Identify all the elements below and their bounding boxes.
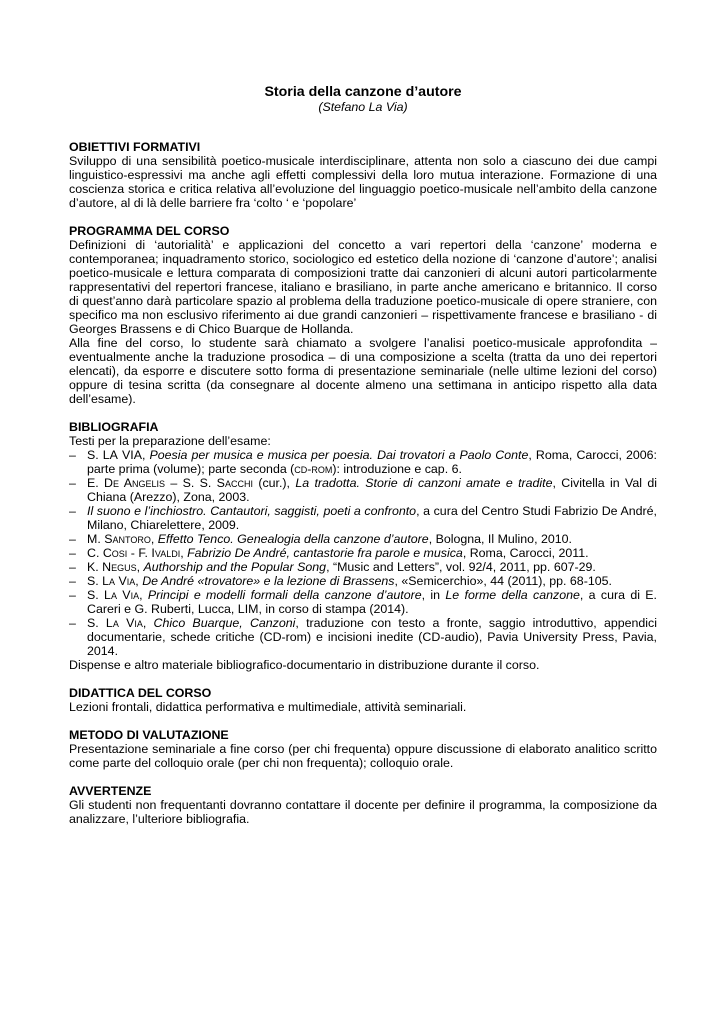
bibliography-outro: Dispense e altro materiale bibliografico-documentario in distribuzione durante il corso. [69,658,540,672]
separator-text: , [135,574,143,588]
author-smallcaps: acchi [224,476,253,490]
citation-text: , traduzione con testo a fronte, saggio introduttivo, appendici documentarie, schede critiche (CD-rom) e incisioni inedite (CD-audio), Pavia University Press, Pavia, 2014. [87,616,657,658]
author-text: K. N [87,560,112,574]
author-smallcaps: antoro [112,532,151,546]
author-text: V [115,574,127,588]
work-title: La tradotta. Storie di canzoni amate e tradite [295,476,553,490]
bibliography-item [69,574,657,588]
list-dash: – [69,476,76,490]
list-dash: – [69,616,76,630]
bibliography-item [69,588,657,616]
work-title: Fabrizio De André, cantastorie fra parole e musica [187,546,463,560]
didactics-heading: DIDATTICA DEL CORSO [69,686,212,700]
author-text: - F. I [127,546,155,560]
list-dash: – [69,588,76,602]
citation-text: , in [421,588,446,602]
separator-text: , [139,588,148,602]
citation-text: , «Semicerchio», 44 (2011), pp. 68-105. [394,574,612,588]
author-smallcaps: a [112,616,119,630]
program-heading: PROGRAMMA DEL CORSO [69,224,230,238]
document-title: Storia della canzone d’autore [264,84,462,100]
author-smallcaps: egus [111,560,137,574]
section-evaluation [69,728,657,770]
bibliography-item [69,560,657,574]
work-title: Poesia per musica e musica per poesia. Dai trovatori a Paolo Conte [149,448,529,462]
separator-text: , [142,616,154,630]
author-text: V [116,588,131,602]
citation-text: ): introduzione e cap. 6. [332,462,462,476]
bibliography-list [69,448,657,658]
author-smallcaps: ia [130,588,140,602]
bibliography-item [69,616,657,658]
media-smallcaps: cd-rom [294,462,333,476]
list-dash: – [69,574,76,588]
bibliography-item [69,532,657,546]
work-title: Authorship and the Popular Song [143,560,327,574]
citation-text: , a cura del Centro Studi Fabrizio De André, Milano, Chiarelettere, 2009. [87,504,657,532]
citation-text: , Roma, Carocci, 2006: parte prima (volume); parte seconda ( [87,448,657,476]
bibliography-item [69,504,657,532]
separator-text: (cur.), [252,476,296,490]
work-title: Principi e modelli formali della canzone d’autore [147,588,422,602]
section-bibliography [69,420,657,672]
section-didactics [69,686,657,714]
section-warnings [69,784,657,826]
author-smallcaps: a [110,588,117,602]
list-dash: – [69,546,76,560]
objectives-heading: OBIETTIVI FORMATIVI [69,140,201,154]
bibliography-heading: BIBLIOGRAFIA [69,420,159,434]
work-title: Le forme della canzone [445,588,580,602]
evaluation-heading: METODO DI VALUTAZIONE [69,728,229,742]
citation-text: , Civitella in Val di Chiana (Arezzo), Zona, 2003. [87,476,658,504]
bibliography-intro: Testi per la preparazione dell’esame: [69,434,271,448]
author-smallcaps: ngelis [131,476,165,490]
document-author: (Stefano La Via) [318,100,408,114]
author-text: C. C [87,546,112,560]
author-smallcaps: IA [130,448,142,462]
objectives-text: Sviluppo di una sensibilità poetico-musicale interdisciplinare, attenta non solo a ciascuno dei due campi linguistico-espressivi ma anche agli effetti complessivi della loro mutua interazione. Formazione di una coscienza storica e critica relativa all’evoluzione del linguaggio poetico-musicale nell’ambito della canzone d’autore, al di là delle barriere fra ‘colto ‘ e ‘popolare’ [69,154,657,210]
bibliography-item [69,546,657,560]
author-text: S. L [87,574,110,588]
didactics-text: Lezioni frontali, didattica performativa e multimediale, attività seminariali. [69,700,467,714]
author-smallcaps: osi [111,546,128,560]
work-title: De André «trovatore» e la lezione di Brassens [142,574,395,588]
separator-text: , [142,448,150,462]
list-dash: – [69,532,76,546]
citation-text: , a cura di E. Careri e G. Ruberti, Lucca, LIM, in corso di stampa (2014). [87,588,657,616]
author-smallcaps: a [109,574,116,588]
separator-text: , [150,532,158,546]
work-title: Chico Buarque, Canzoni [153,616,296,630]
citation-text: , Roma, Carocci, 2011. [462,546,589,560]
author-smallcaps: ia [126,574,136,588]
document-page [69,84,657,840]
author-text: A [119,476,132,490]
author-text: S. L [87,616,113,630]
warnings-text: Gli studenti non frequentanti dovranno contattare il docente per definire il programma, la composizione da analizzare, l’ulteriore bibliografia. [69,798,657,826]
bibliography-item [69,476,657,504]
program-paragraph-1: Definizioni di ‘autorialità’ e applicazioni del concetto a vari repertori della ‘canzone’ moderna e contemporanea; inquadramento storico, sociologico ed estetico della nozione di ‘canzone d’autore’; analisi poetico-musicale e lettura comparata di composizioni tratte dai canzonieri di alcuni autori particolarmente rappresentativi del repertori francese, italiano e brasiliano, in parte anche americano e britannico. Il corso di quest’anno darà particolare spazio al problema della traduzione poetico-musicale di opere straniere, con specifico ma non esclusivo riferimento ai due grandi canzonieri – rispettivamente francese e brasiliano - di Georges Brassens e di Chico Buarque de Hollanda. [69,238,657,336]
author-text: S. L [87,448,110,462]
author-text: M. S [87,532,113,546]
author-smallcaps: valdi [154,546,181,560]
warnings-heading: AVVERTENZE [69,784,152,798]
author-text: – S. S. S [164,476,225,490]
evaluation-text: Presentazione seminariale a fine corso (per chi frequenta) oppure discussione di elaborato analitico scritto come parte del colloquio orale (per chi non frequenta); colloquio orale. [69,742,657,770]
author-smallcaps: A [109,448,118,462]
list-dash: – [69,504,76,518]
list-dash: – [69,560,76,574]
citation-text: , “Music and Letters”, vol. 92/4, 2011, pp. 607-29. [326,560,596,574]
citation-text: , Bologna, Il Mulino, 2010. [428,532,572,546]
program-paragraph-2: Alla fine del corso, lo studente sarà chiamato a svolgere l’analisi poetico-musicale approfondita – eventualmente anche la traduzione prosodica – di una composizione a scelta (tratta da uno dei repertori elencati), da esporre e discutere sotto forma di presentazione seminariale (nelle ultime lezioni del corso) oppure di tesina scritta (da consegnare al docente almeno una settimana in anticipo rispetto alla data dell’esame). [69,336,657,406]
author-text: E. D [87,476,114,490]
separator-text: , [180,546,188,560]
author-smallcaps: e [113,476,120,490]
section-objectives [69,140,657,210]
author-text: S. L [87,588,111,602]
work-title: Il suono e l’inchiostro. Cantautori, saggisti, poeti a confronto [87,504,417,518]
work-title: Effetto Tenco. Genealogia della canzone d’autore [157,532,429,546]
author-text: V [117,448,131,462]
separator-text: , [136,560,144,574]
list-dash: – [69,448,76,462]
bibliography-item [69,448,657,476]
section-program [69,224,657,406]
author-text: V [118,616,135,630]
author-smallcaps: ia [134,616,143,630]
